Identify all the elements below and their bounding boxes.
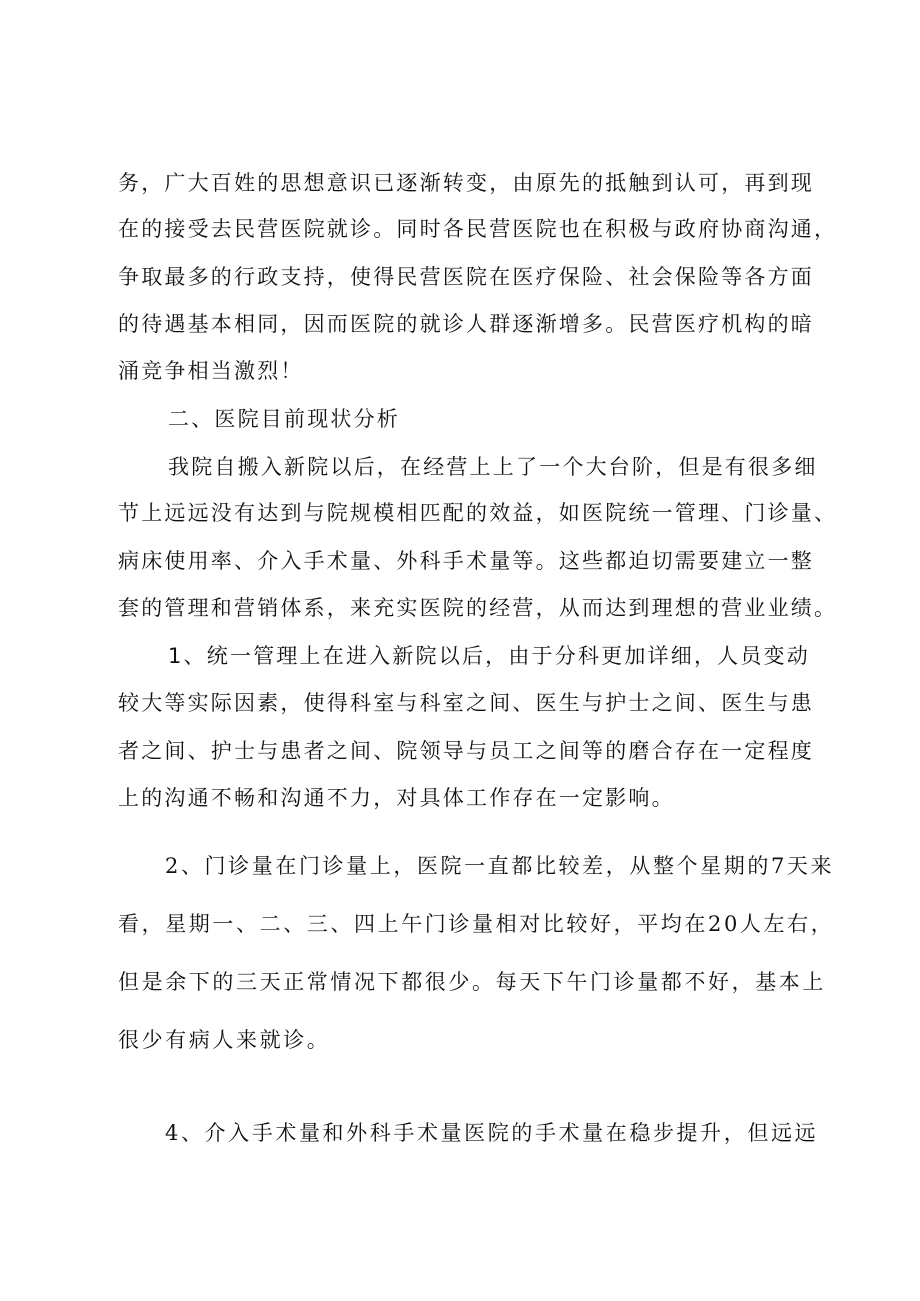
- paragraph-line: 2、门诊量在门诊量上，医院一直都比较差，从整个星期的7天来: [165, 854, 835, 878]
- paragraph-line: 较大等实际因素，使得科室与科室之间、医生与护士之间、医生与患: [118, 691, 814, 715]
- paragraph-line: 我院自搬入新院以后，在经营上上了一个大台阶，但是有很多细: [168, 455, 818, 479]
- paragraph-line: 看，星期一、二、三、四上午门诊量相对比较好，平均在20人左右，: [118, 912, 835, 936]
- paragraph-line: 很少有病人来就诊。: [118, 1028, 331, 1052]
- paragraph-line: 者之间、护士与患者之间、院领导与员工之间等的磨合存在一定程度: [118, 739, 814, 763]
- paragraph-line: 病床使用率、介入手术量、外科手术量等。这些都迫切需要建立一整: [118, 549, 814, 573]
- paragraph-line: 涌竞争相当激烈！: [118, 359, 304, 383]
- paragraph-line: 4、介入手术量和外科手术量医院的手术量在稳步提升，但远远: [165, 1121, 819, 1145]
- paragraph-line: 的待遇基本相同，因而医院的就诊人群逐渐增多。民营医疗机构的暗: [118, 312, 814, 336]
- paragraph-line: 但是余下的三天正常情况下都很少。每天下午门诊量都不好，基本上: [118, 970, 826, 994]
- paragraph-line: 务，广大百姓的思想意识已逐渐转变，由原先的抵触到认可，再到现: [118, 171, 814, 195]
- paragraph-line: 在的接受去民营医院就诊。同时各民营医院也在积极与政府协商沟通，: [118, 217, 838, 241]
- paragraph-line: 1、统一管理上在进入新院以后，由于分科更加详细，人员变动: [168, 644, 810, 668]
- paragraph-line: 争取最多的行政支持，使得民营医院在医疗保险、社会保险等各方面: [118, 265, 814, 289]
- paragraph-line: 节上远远没有达到与院规模相匹配的效益，如医院统一管理、门诊量、: [118, 501, 838, 525]
- paragraph-line: 上的沟通不畅和沟通不力，对具体工作存在一定影响。: [118, 786, 675, 810]
- paragraph-line: 套的管理和营销体系，来充实医院的经营，从而达到理想的营业业绩。: [118, 596, 838, 620]
- section-heading: 二、医院目前现状分析: [168, 407, 400, 431]
